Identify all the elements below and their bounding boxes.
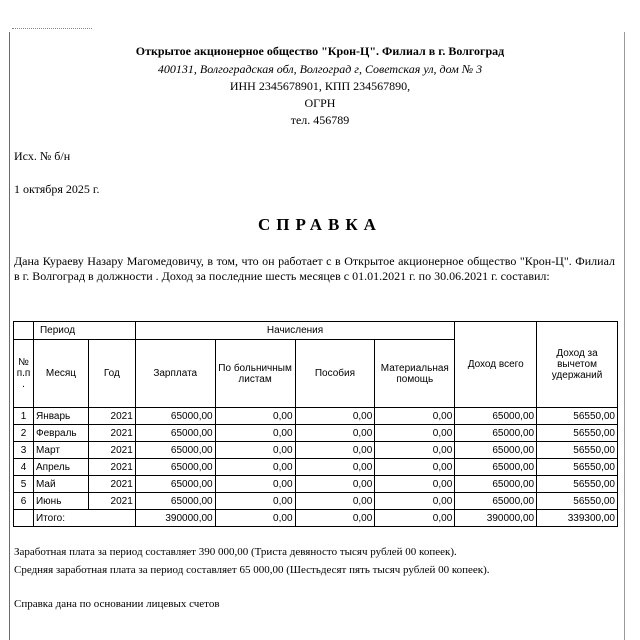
totals-material-aid: 0,00 [375,510,455,527]
row-year: 2021 [88,493,135,510]
row-month: Июнь [33,493,88,510]
row-salary: 65000,00 [135,442,215,459]
org-address: 400131, Волгоградская обл, Волгоград г, Советская ул, дом № 3 [157,62,483,76]
org-phone: тел. 456789 [290,113,350,127]
row-net: 56550,00 [537,408,618,425]
row-year: 2021 [88,425,135,442]
row-number: 4 [14,459,34,476]
org-name: Открытое акционерное общество "Крон-Ц". Филиал в г. Волгоград [135,44,505,58]
header-blank [14,322,34,340]
totals-net: 339300,00 [537,510,618,527]
row-material-aid: 0,00 [375,442,455,459]
row-year: 2021 [88,408,135,425]
row-total: 65000,00 [455,493,537,510]
row-net: 56550,00 [537,493,618,510]
row-total: 65000,00 [455,408,537,425]
header-year: Год [88,340,135,408]
row-benefits: 0,00 [295,425,375,442]
row-material-aid: 0,00 [375,476,455,493]
totals-salary: 390000,00 [135,510,215,527]
row-total: 65000,00 [455,459,537,476]
row-month: Февраль [33,425,88,442]
row-total: 65000,00 [455,476,537,493]
row-sick-leave: 0,00 [215,442,295,459]
row-benefits: 0,00 [295,459,375,476]
row-salary: 65000,00 [135,408,215,425]
row-net: 56550,00 [537,442,618,459]
row-material-aid: 0,00 [375,493,455,510]
row-salary: 65000,00 [135,459,215,476]
document-date: 1 октября 2025 г. [14,182,100,196]
header-accruals: Начисления [135,322,454,340]
row-total: 65000,00 [455,442,537,459]
row-month: Январь [33,408,88,425]
header-period: Период [33,322,135,340]
row-month: Май [33,476,88,493]
header-benefits: Пособия [295,340,375,408]
top-dotted-line [12,28,92,32]
row-sick-leave: 0,00 [215,476,295,493]
row-number: 5 [14,476,34,493]
row-number: 1 [14,408,34,425]
totals-sick-leave: 0,00 [215,510,295,527]
row-number: 6 [14,493,34,510]
header-material-aid: Материальная помощь [375,340,455,408]
row-benefits: 0,00 [295,476,375,493]
totals-row [14,510,618,527]
basis-text-truncated: Справка дана по основании лицевых счетов [14,598,220,610]
row-material-aid: 0,00 [375,408,455,425]
table-row [14,408,618,425]
certificate-text: Дана Кураеву Назару Магомедовичу, в том, что он работает с в Открытое акционерное общество "Крон-Ц". Филиал в г. Волгоград в должности . Доход за последние шесть месяцев с 01.01.2021 г. по 30.06.2021 г. составил: [14,254,615,283]
row-total: 65000,00 [455,425,537,442]
row-benefits: 0,00 [295,493,375,510]
document-reference: Исх. № б/н [14,149,71,163]
row-year: 2021 [88,442,135,459]
org-tax-ids: ИНН 2345678901, КПП 234567890, [229,79,411,93]
row-sick-leave: 0,00 [215,493,295,510]
row-material-aid: 0,00 [375,459,455,476]
row-material-aid: 0,00 [375,425,455,442]
header-sick-leave: По больничным листам [215,340,295,408]
header-total: Доход всего [455,322,537,408]
row-net: 56550,00 [537,476,618,493]
table-row [14,476,618,493]
row-year: 2021 [88,459,135,476]
salary-summary-total: Заработная плата за период составляет 390 000,00 (Триста девяносто тысяч рублей 00 копеек). [14,546,457,558]
row-net: 56550,00 [537,425,618,442]
totals-total: 390000,00 [455,510,537,527]
row-month: Апрель [33,459,88,476]
table-row [14,425,618,442]
document-title: СПРАВКА [258,215,382,234]
row-month: Март [33,442,88,459]
row-number: 2 [14,425,34,442]
row-salary: 65000,00 [135,425,215,442]
row-year: 2021 [88,476,135,493]
row-benefits: 0,00 [295,408,375,425]
header-month: Месяц [33,340,88,408]
income-table [13,321,618,527]
row-sick-leave: 0,00 [215,459,295,476]
row-net: 56550,00 [537,459,618,476]
header-number: № п.п . [14,340,34,408]
row-salary: 65000,00 [135,476,215,493]
table-row [14,442,618,459]
row-number: 3 [14,442,34,459]
totals-benefits: 0,00 [295,510,375,527]
row-sick-leave: 0,00 [215,408,295,425]
header-salary: Зарплата [135,340,215,408]
row-salary: 65000,00 [135,493,215,510]
totals-label: Итого: [33,510,135,527]
header-net: Доход за вычетом удержаний [537,322,618,408]
salary-summary-average: Средняя заработная плата за период составляет 65 000,00 (Шестьдесят пять тысяч рублей 00 копеек). [14,564,490,576]
table-row [14,493,618,510]
table-row [14,459,618,476]
totals-blank [14,510,34,527]
org-ogrn: ОГРН [304,96,336,110]
row-benefits: 0,00 [295,442,375,459]
row-sick-leave: 0,00 [215,425,295,442]
